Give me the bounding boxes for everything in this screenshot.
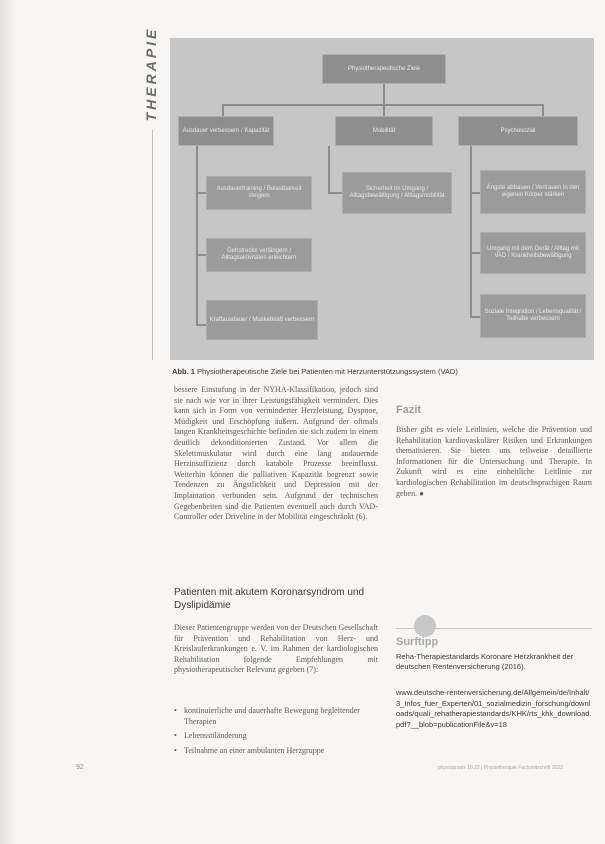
- diagram-item: Gehstrecke verlängern / Alltagsaktivitäten erleichtern: [206, 238, 312, 272]
- list-item: • Teilnahme an einer ambulanten Herzgruppe: [174, 746, 378, 757]
- list-item: • Lebensstiländerung: [174, 731, 378, 742]
- connector: [222, 104, 224, 116]
- connector: [470, 316, 480, 318]
- diagram-branch-3: Psychosozial: [458, 116, 578, 146]
- diagram-item: Kraftausdauer / Muskelkraft verbessern: [206, 300, 318, 340]
- diagram-item: Ausdauertraining / Belastbarkeit steigern: [206, 176, 312, 210]
- connector: [383, 104, 385, 116]
- diagram-branch-2: Mobilität: [335, 116, 433, 146]
- fazit-text: Bisher gibt es viele Leitlinien, welche die Prävention und Rehabilitation kardiovaskulärer Risiken und Erkrankungen thematisieren. Sie bieten uns teilweise detaillierte Informationen für die Untersuchung und Therapie. In Zukunft wird es eine einheitliche Leitlinie zur kardiologischen Rehabilitation im deutschsprachigen Raum geben. ●: [396, 425, 592, 498]
- section-divider: [152, 130, 153, 360]
- surftipp-title: Surftipp: [396, 636, 439, 648]
- connector: [470, 252, 480, 254]
- page-footer: physiopraxis 10.22 | Physiotherapie Fachzeitschrift 2022: [438, 765, 563, 771]
- connector: [383, 84, 385, 106]
- connector: [470, 192, 480, 194]
- caption-label: Abb. 1: [172, 367, 195, 376]
- connector: [196, 146, 198, 326]
- diagram-root: Physiotherapeutische Ziele: [322, 54, 446, 84]
- figure-diagram: [170, 38, 594, 360]
- diagram-branch-1: Ausdauer verbessern / Kapazität: [178, 116, 274, 146]
- figure-caption: [172, 367, 592, 376]
- connector: [542, 104, 544, 116]
- surftipp-text: Reha-Therapiestandards Koronare Herzkrankheit der deutschen Rentenversicherung (2016).: [396, 652, 574, 671]
- surftipp-link[interactable]: www.deutsche-rentenversicherung.de/Allgemein/de/Inhalt/3_Infos_fuer_Experten/01_sozialmedizin_forschung/downloads/quali_rehatherapiestandards/KHK/rts_khk_download.pdf?__blob=publicationFile&v=18: [396, 688, 592, 729]
- section-label-box: [143, 22, 159, 132]
- surftipp-icon: [414, 615, 436, 637]
- list-item: • kontinuierliche und dauerhafte Bewegung begleitender Therapien: [174, 706, 378, 727]
- diagram-item: Umgang mit dem Gerät / Alltag mit VAD / Krankheitsbewältigung: [480, 232, 586, 274]
- connector: [328, 146, 330, 194]
- recommendation-list: [174, 706, 378, 760]
- diagram-item: Sicherheit im Umgang / Alltagsbewältigung / Alltagsmobilität: [342, 172, 452, 214]
- section-label: THERAPIE: [143, 26, 159, 122]
- caption-text: Physiotherapeutische Ziele bei Patienten mit Herzunterstützungssystem (VAD): [197, 367, 458, 376]
- body-text-left: bessere Einstufung in der NYHA-Klassifikation, jedoch sind sie nach wie vor in ihrer Leistungsfähigkeit vermindert. Dies kann sich in Form von verminderter Herzleistung, Dyspnoe, Müdigkeit und Erschöpfung äußern. Aufgrund der oftmals langen Krankheitsgeschichte befinden sie sich zudem in einem deutlich dekonditionierten Zustand. Vor allem die Skelettmuskulatur wird durch eine lang andauernde Herzinsuffizienz durch katabole Prozesse beeinflusst. Weiterhin können die palliativen Kapazität begrenzt sowie Tendenzen zu Ängstlichkeit und Depression mit der Implantation verbunden sein. Aufgrund der technischen Gegebenheiten sind die Patienten eventuell auch durch VAD-Controller oder Driveline in der Mobilität eingeschränkt (6).: [174, 385, 378, 522]
- page-number: 92: [76, 764, 84, 771]
- fazit-title: Fazit: [396, 404, 422, 416]
- connector: [196, 324, 206, 326]
- connector: [328, 192, 342, 194]
- section-heading: Patienten mit akutem Koronarsyndrom und Dyslipidämie: [174, 587, 365, 611]
- diagram-item: Soziale Integration / Lebensqualität / Teilhabe verbessern: [480, 294, 586, 338]
- page-shadow: [0, 0, 18, 844]
- connector: [470, 146, 472, 318]
- connector: [196, 192, 206, 194]
- diagram-item: Ängste abbauen / Vertrauen in den eigenen Körper stärken: [480, 170, 586, 214]
- body-text-left-2: Dieser Patientengruppe werden von der Deutschen Gesellschaft für Prävention und Rehabilitation von Herz- und Kreislauferkrankungen e. V. im Rahmen der kardiologischen Rehabilitation folgende Empfehlungen mit physiotherapeutischer Relevanz gegeben (7):: [174, 623, 378, 675]
- connector: [196, 254, 206, 256]
